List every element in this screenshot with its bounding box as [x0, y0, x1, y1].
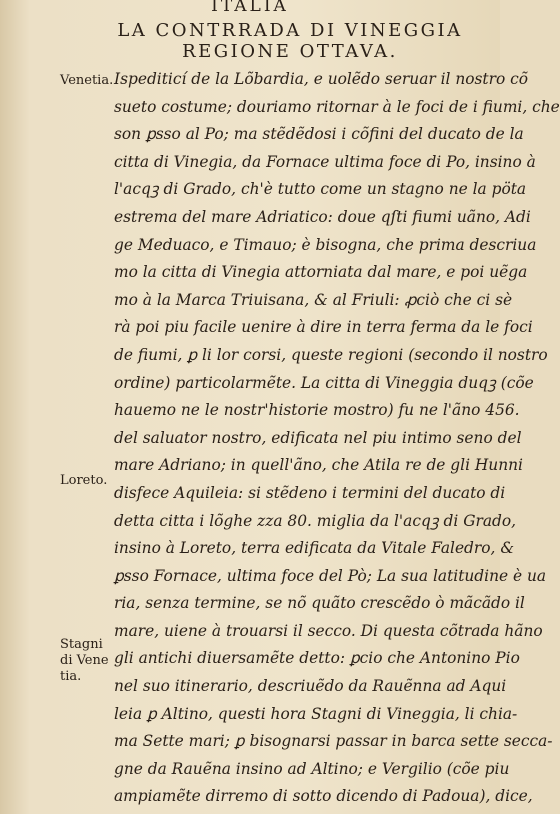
body-line: mare, uiene à trouarsi il secco. Di questa cõtrada hãno [114, 621, 543, 640]
body-line: gli antichi diuersamẽte detto: ꝑcio che Antonino Pio [114, 649, 520, 668]
body-line: sueto costume; douriamo ritornar à le foci de i fiumi, che [114, 97, 560, 116]
body-line: ria, senza termine, se nõ quãto crescẽdo ò mãcãdo il [114, 594, 525, 613]
body-line: leia ꝑ Altino, questi hora Stagni di Vineggia, li chia- [114, 704, 518, 723]
body-line: son ꝑsso al Po; ma stẽdẽdosi i cõfini del ducato de la [114, 125, 524, 144]
body-line: mo à la Marca Triuisana, & al Friuli: ꝓciò che ci sè [114, 290, 513, 309]
margin-note-tia: tia. [60, 669, 82, 684]
body-line: detta citta i lõghe zza 80. miglia da l'acqꝫ di Grado, [114, 511, 517, 530]
body-line: mare Adriano; in quell'ãno, che Atila re de gli Hunni [114, 456, 523, 475]
body-line: ma Sette mari; ꝑ bisognarsi passar in barca sette secca- [114, 732, 553, 751]
body-line: disfece Aquileia: si stẽdeno i termini del ducato di [114, 483, 506, 502]
margin-note-venetia: Venetia. [60, 73, 114, 88]
body-line: l'acqꝫ di Grado, ch'è tutto come un stagno ne la pöta [114, 180, 527, 199]
body-line: nel suo itinerario, descriuẽdo da Rauẽnna ad Aqui [114, 677, 507, 696]
margin-note-stagni: Stagni [60, 637, 103, 652]
margin-note-di-vene: di Vene [60, 653, 109, 668]
chapter-title [100, 20, 480, 62]
chapter-title-line-2: REGIONE OTTAVA. [182, 41, 398, 62]
body-text [114, 66, 560, 811]
running-head: ITALIA [211, 0, 289, 16]
body-line: ꝑsso Fornace, ultima foce del Pò; La sua latitudine è ua [114, 566, 547, 585]
body-line: ampiamẽte dirremo di sotto dicendo di Padoua), dice, [114, 787, 533, 806]
body-line: del saluator nostro, edificata nel piu intimo seno del [114, 428, 522, 447]
body-line: de fiumi, ꝑ li lor corsi, queste regioni (secondo il nostro [114, 345, 548, 364]
body-line: insino à Loreto, terra edificata da Vitale Faledro, & [114, 539, 515, 558]
body-line: rà poi piu facile uenire à dire in terra ferma da le foci [114, 318, 533, 337]
chapter-title-line-1: LA CONTRRADA DI VINEGGIA [117, 20, 463, 41]
body-line: ge Meduaco, e Timauo; è bisogna, che prima descriua [114, 235, 537, 254]
body-line: Ispediticí de la Lõbardia, e uolẽdo seruar il nostro cõ [114, 70, 529, 88]
body-line: estrema del mare Adriatico: doue qſti fiumi uãno, Adi [114, 207, 531, 226]
body-line: hauemo ne le nostr'historie mostro) fu ne l'ãno 456. [114, 401, 520, 420]
body-line: citta di Vinegia, da Fornace ultima foce di Po, insino à [114, 152, 536, 171]
margin-note-loreto: Loreto. [60, 473, 108, 488]
body-line: ordine) particolarmẽte. La citta di Vineggia duqꝫ (cõe [114, 373, 534, 392]
body-line: mo la citta di Vinegia attorniata dal mare, e poi uẽga [114, 263, 528, 282]
body-line: gne da Rauẽna insino ad Altino; e Vergilio (cõe piu [114, 759, 510, 778]
